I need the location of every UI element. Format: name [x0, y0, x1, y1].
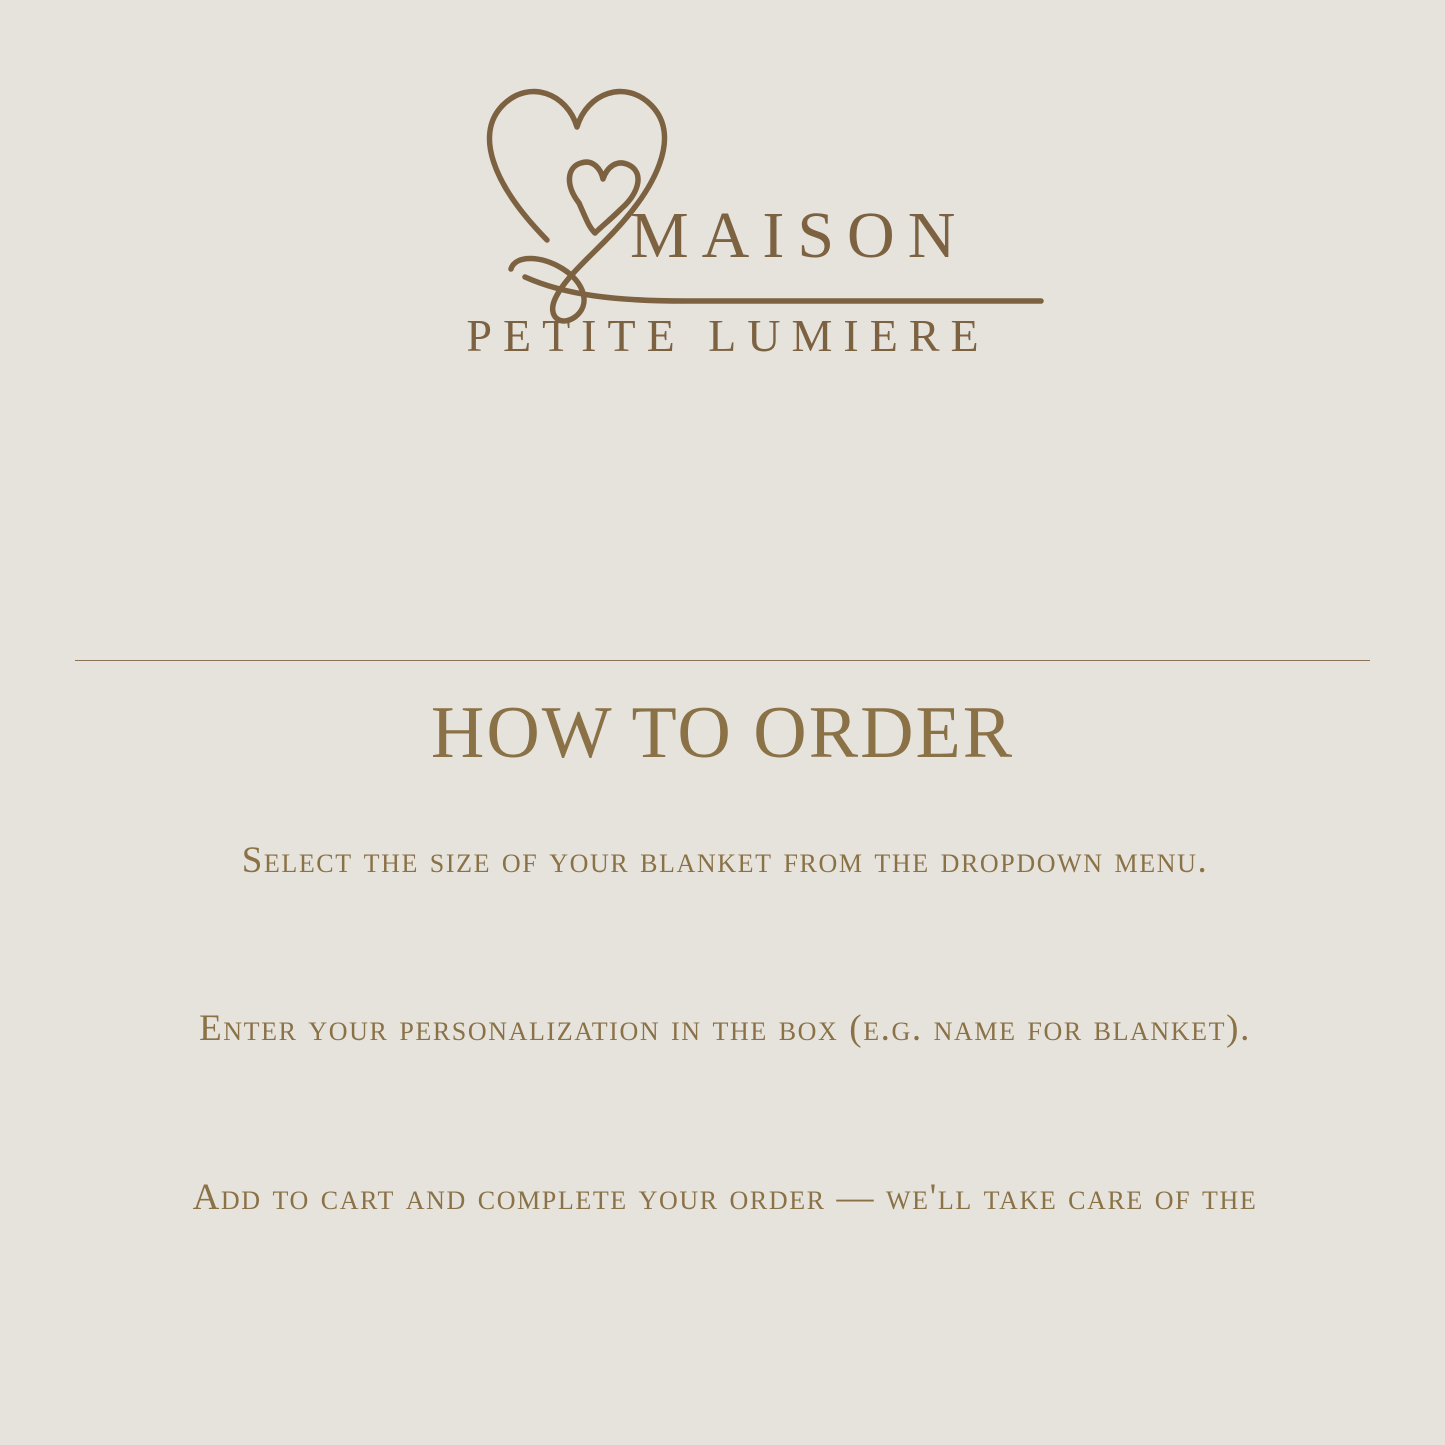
list-item: Select the size of your blanket from the dropdown menu.	[241, 840, 1209, 881]
double-heart-script-icon	[455, 55, 1055, 325]
section-divider	[75, 660, 1370, 661]
page-title: HOW TO ORDER	[430, 692, 1015, 774]
brand-header	[0, 55, 1445, 361]
brand-name: MAISON	[630, 199, 969, 272]
list-item: Enter your personalization in the box (e.g. name for blanket).	[199, 1008, 1251, 1050]
list-item: Add to cart and complete your order — we'll take care of the	[192, 1177, 1258, 1219]
how-to-order-steps	[145, 838, 1305, 1220]
brand-subtitle: PETITE LUMIERE	[466, 310, 990, 361]
